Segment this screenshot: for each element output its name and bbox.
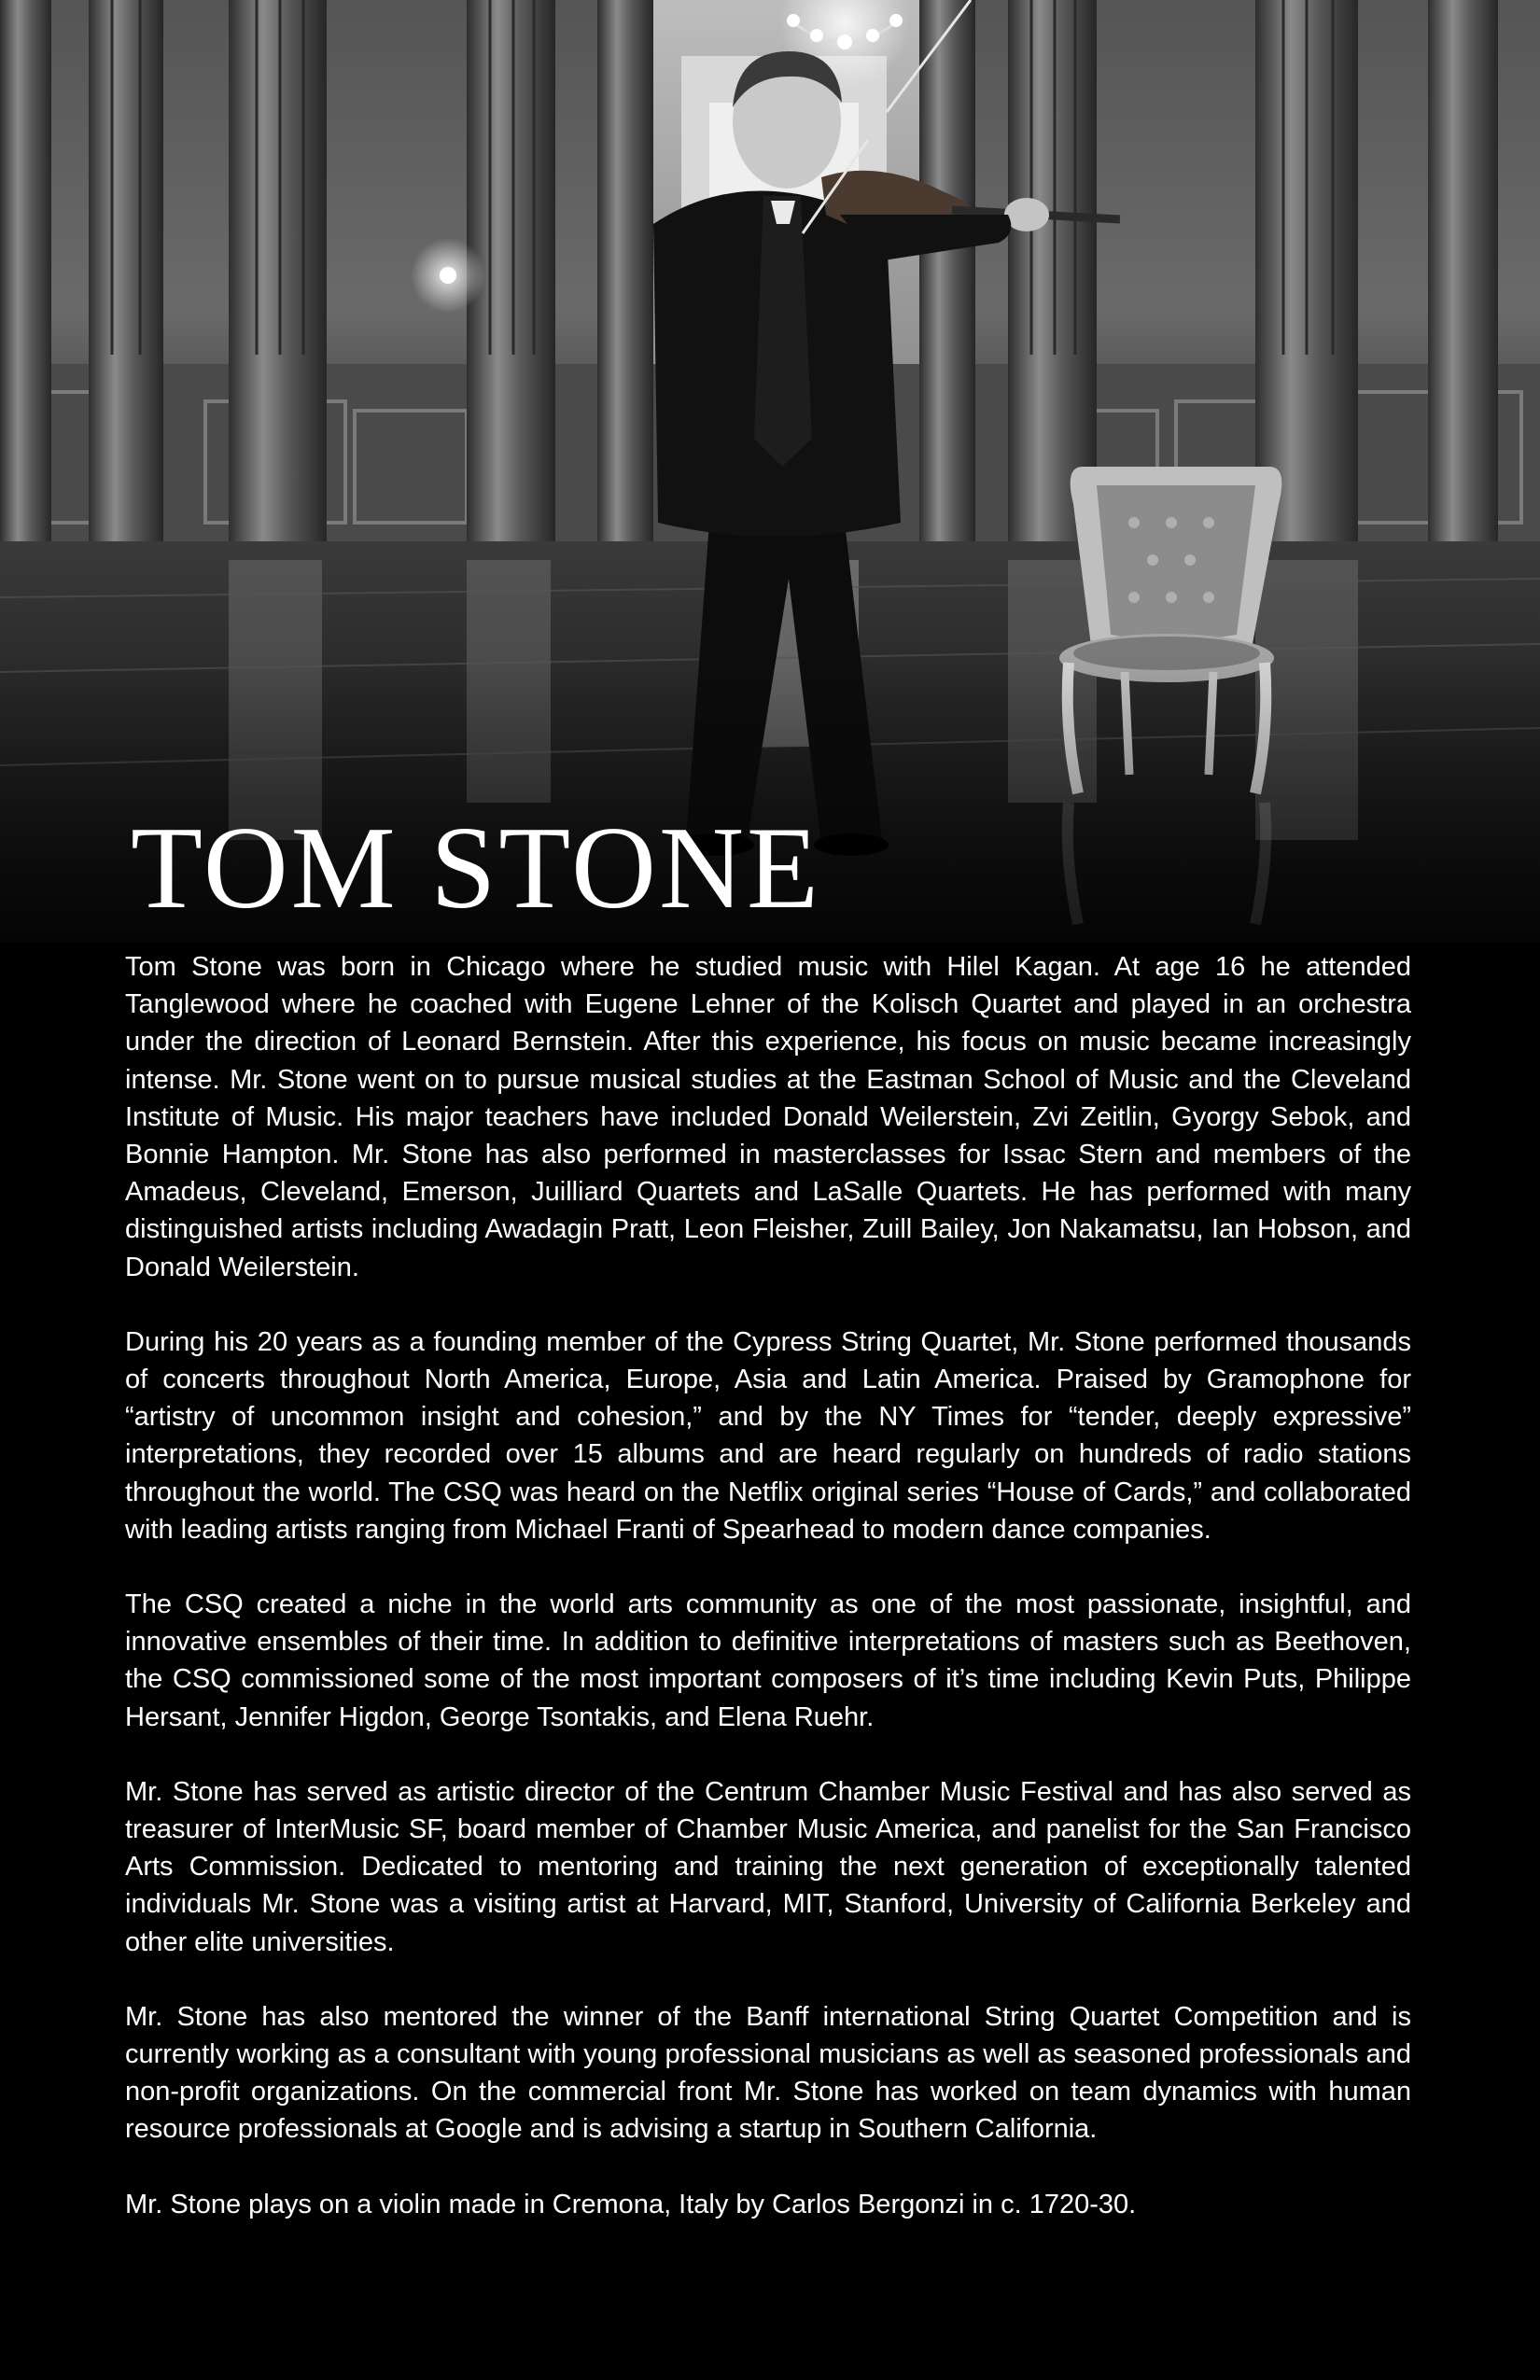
ballroom-photo-illustration [0,0,1540,943]
bio-paragraph-mentoring: Mr. Stone has also mentored the winner of the Banff international String Quartet Competition and is currently working as a consultant with young professional musicians as well as seasoned professionals and non-profit organizations. On the commercial front Mr. Stone has worked on team dynamics with human resource professionals at Google and is advising a startup in Southern California. [125,2001,1411,2145]
bio-paragraph-violin: Mr. Stone plays on a violin made in Cremona, Italy by Carlos Bergonzi in c. 1720-30. [125,2189,1137,2219]
biography [125,948,1411,2223]
bio-paragraph-cypress-quartet: During his 20 years as a founding member of the Cypress String Quartet, Mr. Stone performed thousands of concerts throughout North America, Europe, Asia and Latin America. Praised by Gramophone for “artistry of uncommon insight and cohesion,” and by the NY Times for “tender, deeply expressive” interpretations, they recorded over 15 albums and are heard regularly on hundreds of radio stations throughout the world. The CSQ was heard on the Netflix original series “House of Cards,” and collaborated with leading artists ranging from Michael Franti of Spearhead to modern dance companies. [125,1326,1411,1545]
bio-paragraph-early-training: Tom Stone was born in Chicago where he studied music with Hilel Kagan. At age 16 he attended Tanglewood where he coached with Eugene Lehner of the Kolisch Quartet and played in an orchestra under the direction of Leonard Bernstein. After this experience, his focus on music became increasingly intense. Mr. Stone went on to pursue musical studies at the Eastman School of Music and the Cleveland Institute of Music. His major teachers have included Donald Weilerstein, Zvi Zeitlin, Gyorgy Sebok, and Bonnie Hampton. Mr. Stone has also performed in masterclasses for Issac Stern and members of the Amadeus, Cleveland, Emerson, Juilliard Quartets and LaSalle Quartets. He has performed with many distinguished artists including Awadagin Pratt, Leon Fleisher, Zuill Bailey, Jon Nakamatsu, Ian Hobson, and Donald Weilerstein. [125,952,1411,1282]
hero-photo [0,0,1540,943]
page-title: TOM STONE [131,804,821,933]
bio-paragraph-csq-niche: The CSQ created a niche in the world arts community as one of the most passionate, insightful, and innovative ensembles of their time. In addition to definitive interpretations of masters such as Beethoven, the CSQ commissioned some of the most important composers of it’s time including Kevin Puts, Philippe Hersant, Jennifer Higdon, George Tsontakis, and Elena Ruehr. [125,1589,1411,1732]
bio-paragraph-leadership: Mr. Stone has served as artistic director of the Centrum Chamber Music Festival and has also served as treasurer of InterMusic SF, board member of Chamber Music America, and panelist for the San Francisco Arts Commission. Dedicated to mentoring and training the next generation of exceptionally talented individuals Mr. Stone was a visiting artist at Harvard, MIT, Stanford, University of California Berkeley and other elite universities. [125,1776,1411,1957]
